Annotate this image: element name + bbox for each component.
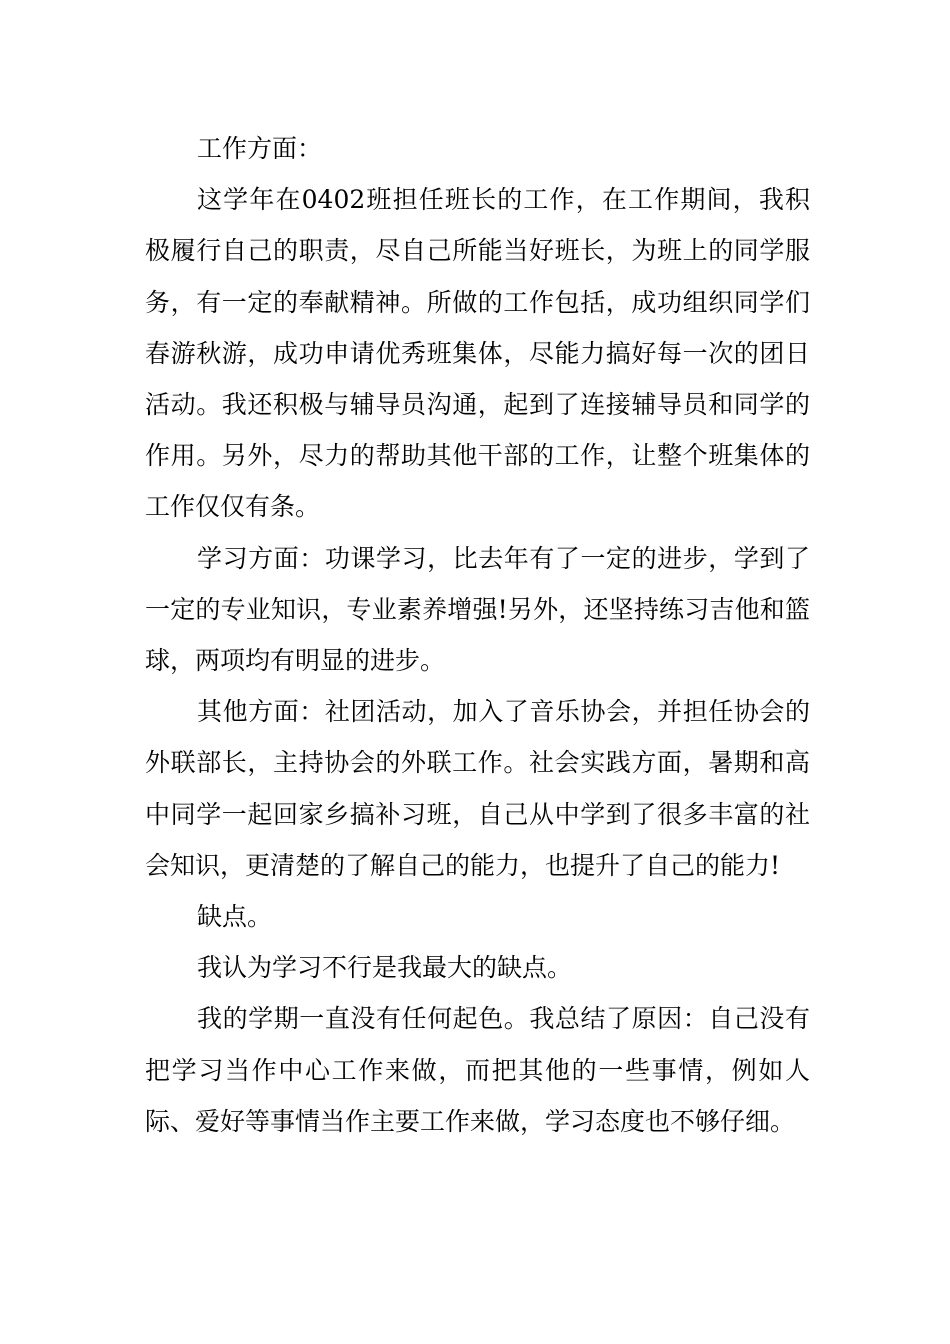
paragraph-reasons: 我的学期一直没有任何起色。我总结了原因：自己没有把学习当作中心工作来做，而把其他的一些事情，例如人际、爱好等事情当作主要工作来做，学习态度也不够仔细。 <box>145 1004 810 1136</box>
paragraph-other: 其他方面：社团活动，加入了音乐协会，并担任协会的外联部长，主持协会的外联工作。社会实践方面，暑期和高中同学一起回家乡搞补习班，自己从中学到了很多丰富的社会知识，更清楚的了解自己的能力，也提升了自己的能力! <box>145 697 810 880</box>
document-body <box>145 123 810 1147</box>
paragraph-work-details: 这学年在0402班担任班长的工作，在工作期间，我积极履行自己的职责，尽自己所能当好班长，为班上的同学服务，有一定的奉献精神。所做的工作包括，成功组织同学们春游秋游，成功申请优秀班集体，尽能力搞好每一次的团日活动。我还积极与辅导员沟通，起到了连接辅导员和同学的作用。另外，尽力的帮助其他干部的工作，让整个班集体的工作仅仅有条。 <box>145 185 810 522</box>
paragraph-shortcomings-heading: 缺点。 <box>197 902 273 932</box>
paragraph-biggest-shortcoming: 我认为学习不行是我最大的缺点。 <box>197 953 573 983</box>
paragraph-work-heading: 工作方面： <box>197 134 323 163</box>
paragraph-study: 学习方面：功课学习，比去年有了一定的进步，学到了一定的专业知识，专业素养增强!另外，还坚持练习吉他和篮球，两项均有明显的进步。 <box>145 543 810 676</box>
